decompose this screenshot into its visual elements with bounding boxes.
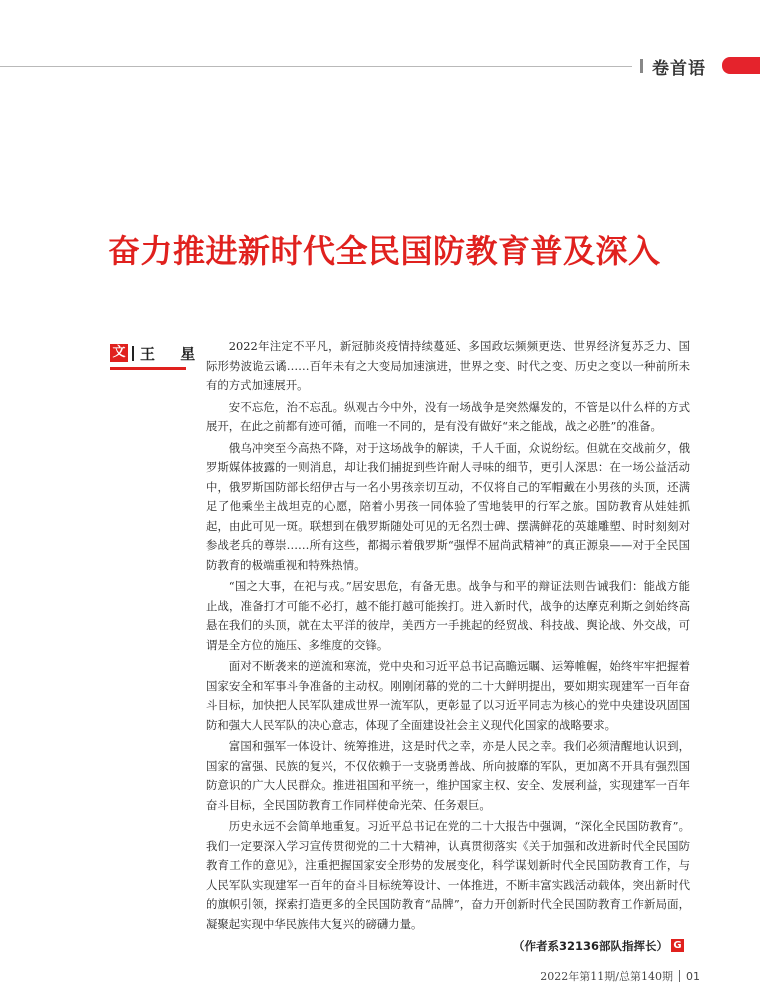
paragraph-6: 富国和强军一体设计、统筹推进，这是时代之幸，亦是人民之幸。我们必须清醒地认识到，国家的富强、民族的复兴，不仅依赖于一支骁勇善战、所向披靡的军队，更加离不开具有强烈国防意识的广大人民群众。推进祖国和平统一，维护国家主权、安全、发展利益，实现建军一百年奋斗目标，全民国防教育工作同样使命光荣、任务艰巨。	[206, 739, 690, 812]
paragraph-1: 2022年注定不平凡，新冠肺炎疫情持续蔓延、多国政坛频频更迭、世界经济复苏乏力、国际形势波诡云谲……百年未有之大变局加速演进，世界之变、时代之变、历史之变以一种前所未有的方式加速展开。	[206, 339, 690, 392]
article-body	[206, 337, 690, 936]
header-rule	[0, 66, 632, 67]
paragraph-5: 面对不断袭来的逆流和寒流，党中央和习近平总书记高瞻远瞩、运筹帷幄，始终牢牢把握着国家安全和军事斗争准备的主动权。刚刚闭幕的党的二十大鲜明提出，要如期实现建军一百年奋斗目标，加快把人民军队建成世界一流军队，更彰显了以习近平同志为核心的党中央建设巩固国防和强大人民军队的决心意志，体现了全面建设社会主义现代化国家的战略要求。	[206, 659, 690, 732]
column-tab-marker	[722, 57, 760, 74]
end-mark-icon: G	[671, 939, 684, 952]
byline-underline	[110, 367, 186, 370]
column-label: 卷首语	[652, 59, 706, 79]
author-name: 王 星	[140, 344, 206, 363]
page-number: 01	[686, 969, 700, 983]
page-footer	[540, 968, 700, 984]
paragraph-4: “国之大事，在祀与戎。”居安思危，有备无患。战争与和平的辩证法则告诫我们：能战方能止战，准备打才可能不必打，越不能打越可能挨打。进入新时代，战争的达摩克利斯之剑始终高悬在我们的头顶，就在太平洋的彼岸，美西方一手挑起的经贸战、科技战、舆论战、外交战，可谓是全方位的施压、多维度的交锋。	[206, 579, 690, 652]
paragraph-3: 俄乌冲突至今高热不降，对于这场战争的解读，千人千面，众说纷纭。但就在交战前夕，俄罗斯媒体披露的一则消息，却让我们捕捉到些许耐人寻味的细节，更引人深思：在一场公益活动中，俄罗斯国防部长绍伊古与一名小男孩亲切互动，不仅将自己的军帽戴在小男孩的头顶，还满足了他乘坐主战坦克的心愿，陪着小男孩一同体验了雪地装甲的行军之旅。国防教育从娃娃抓起，由此可见一斑。联想到在俄罗斯随处可见的无名烈士碑、摆满鲜花的英雄雕塑、时时刻刻对参战老兵的尊崇……所有这些，都揭示着俄罗斯“强悍不屈尚武精神”的真正源泉——对于全民国防教育的极端重视和特殊热情。	[206, 440, 690, 572]
footer-divider	[679, 970, 680, 982]
author-signature: （作者系32136部队指挥长）	[512, 939, 668, 953]
byline-badge: 文	[110, 344, 128, 362]
byline	[110, 344, 205, 362]
paragraph-2: 安不忘危，治不忘乱。纵观古今中外，没有一场战争是突然爆发的，不管是以什么样的方式展开，在此之前都有迹可循，而唯一不同的，是有没有做好“来之能战，战之必胜”的准备。	[206, 399, 690, 433]
issue-info: 2022年第11期/总第140期	[540, 970, 673, 983]
article-title: 奋力推进新时代全民国防教育普及深入	[108, 232, 661, 270]
paragraph-7: 历史永远不会简单地重复。习近平总书记在党的二十大报告中强调，“深化全民国防教育”。我们一定要深入学习宣传贯彻党的二十大精神，认真贯彻落实《关于加强和改进新时代全民国防教育工作的意见》，注重把握国家安全形势的发展变化，科学谋划新时代全民国防教育工作，与人民军队实现建军一百年的奋斗目标统筹设计、一体推进，不断丰富实践活动载体，突出新时代的旗帜引领，探索打造更多的全民国防教育“品牌”，奋力开创新时代全民国防教育工作新局面，凝聚起实现中华民族伟大复兴的磅礴力量。	[206, 819, 690, 931]
byline-separator	[132, 346, 134, 361]
column-label-bar	[640, 59, 643, 73]
